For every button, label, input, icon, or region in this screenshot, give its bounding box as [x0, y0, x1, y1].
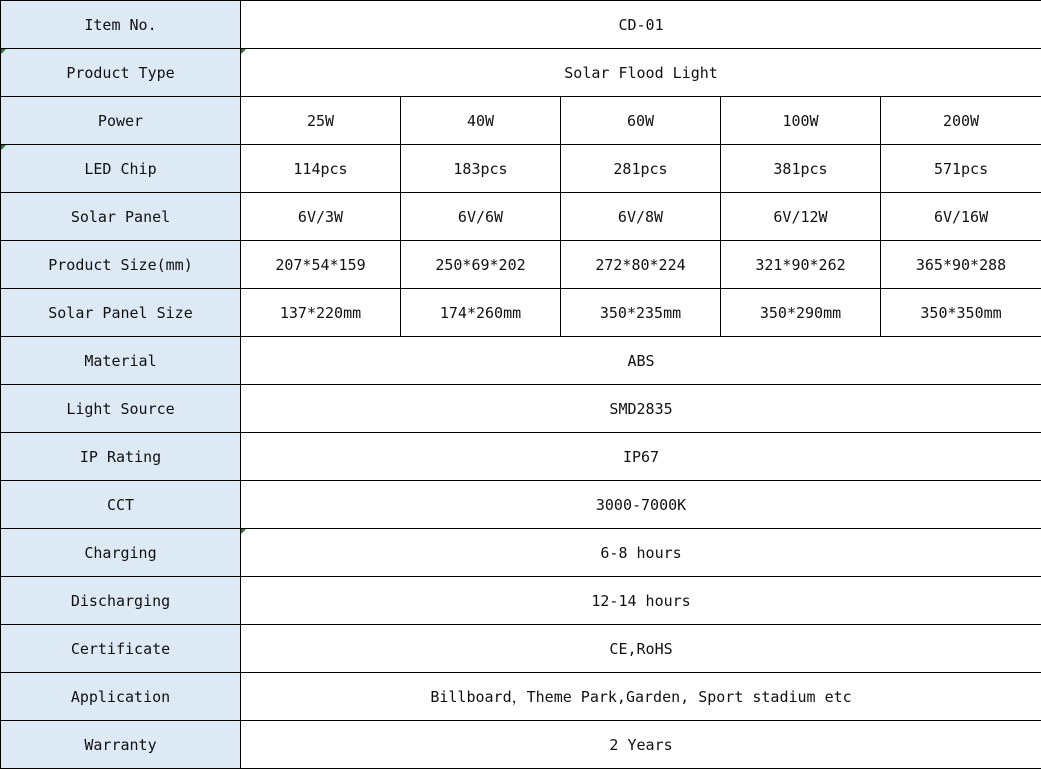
row-label: Certificate: [1, 625, 241, 673]
row-value: 350*235mm: [561, 289, 721, 337]
row-value: Billboard，Theme Park,Garden, Sport stadium etc: [241, 673, 1041, 721]
row-value: 281pcs: [561, 145, 721, 193]
row-material: [1, 337, 1041, 385]
row-solar-panel: [1, 193, 1041, 241]
row-value: 365*90*288: [881, 241, 1041, 289]
row-led-chip: [1, 145, 1041, 193]
row-label: Solar Panel: [1, 193, 241, 241]
row-value: 207*54*159: [241, 241, 401, 289]
row-label: Solar Panel Size: [1, 289, 241, 337]
row-value: 200W: [881, 97, 1041, 145]
row-value: [241, 49, 1041, 97]
row-warranty: [1, 721, 1041, 769]
row-value-text: 6-8 hours: [600, 543, 682, 562]
row-solar-panel-size: [1, 289, 1041, 337]
comment-marker-icon: [241, 529, 246, 534]
row-value: [241, 529, 1041, 577]
comment-marker-icon: [1, 145, 6, 150]
row-light-source: [1, 385, 1041, 433]
row-label: Light Source: [1, 385, 241, 433]
row-value: CE,RoHS: [241, 625, 1041, 673]
row-label: Discharging: [1, 577, 241, 625]
row-value: 2 Years: [241, 721, 1041, 769]
row-label: CCT: [1, 481, 241, 529]
row-ip-rating: [1, 433, 1041, 481]
row-value: 174*260mm: [401, 289, 561, 337]
row-value: 137*220mm: [241, 289, 401, 337]
row-label: Application: [1, 673, 241, 721]
row-value: 12-14 hours: [241, 577, 1041, 625]
row-charging: [1, 529, 1041, 577]
row-value: 25W: [241, 97, 401, 145]
row-application: [1, 673, 1041, 721]
comment-marker-icon: [241, 49, 246, 54]
row-value: 321*90*262: [721, 241, 881, 289]
row-label: Item No.: [1, 1, 241, 49]
row-product-type: [1, 49, 1041, 97]
row-cct: [1, 481, 1041, 529]
row-label-text: Product Type: [66, 63, 175, 82]
row-label: Charging: [1, 529, 241, 577]
row-value: 3000-7000K: [241, 481, 1041, 529]
row-label: Product Size(mm): [1, 241, 241, 289]
row-value: 183pcs: [401, 145, 561, 193]
row-value: 6V/6W: [401, 193, 561, 241]
row-value: 60W: [561, 97, 721, 145]
specification-table-body: [1, 1, 1041, 769]
row-value: 40W: [401, 97, 561, 145]
row-discharging: [1, 577, 1041, 625]
row-value: 350*290mm: [721, 289, 881, 337]
row-power: [1, 97, 1041, 145]
row-value: 571pcs: [881, 145, 1041, 193]
row-value: 6V/3W: [241, 193, 401, 241]
row-product-size: [1, 241, 1041, 289]
row-label: IP Rating: [1, 433, 241, 481]
row-value: SMD2835: [241, 385, 1041, 433]
row-value: 350*350mm: [881, 289, 1041, 337]
row-value: ABS: [241, 337, 1041, 385]
comment-marker-icon: [1, 49, 6, 54]
row-label: Material: [1, 337, 241, 385]
row-value: 114pcs: [241, 145, 401, 193]
row-item-no: [1, 1, 1041, 49]
row-label-text: LED Chip: [84, 159, 157, 178]
row-value: 6V/8W: [561, 193, 721, 241]
row-certificate: [1, 625, 1041, 673]
row-label: [1, 49, 241, 97]
row-value: 6V/12W: [721, 193, 881, 241]
row-label: [1, 145, 241, 193]
row-value: 250*69*202: [401, 241, 561, 289]
row-label: Warranty: [1, 721, 241, 769]
row-value-text: Solar Flood Light: [564, 63, 718, 82]
row-value: 381pcs: [721, 145, 881, 193]
row-value: IP67: [241, 433, 1041, 481]
row-value: 6V/16W: [881, 193, 1041, 241]
row-value: 100W: [721, 97, 881, 145]
row-label: Power: [1, 97, 241, 145]
row-value: CD-01: [241, 1, 1041, 49]
row-value: 272*80*224: [561, 241, 721, 289]
